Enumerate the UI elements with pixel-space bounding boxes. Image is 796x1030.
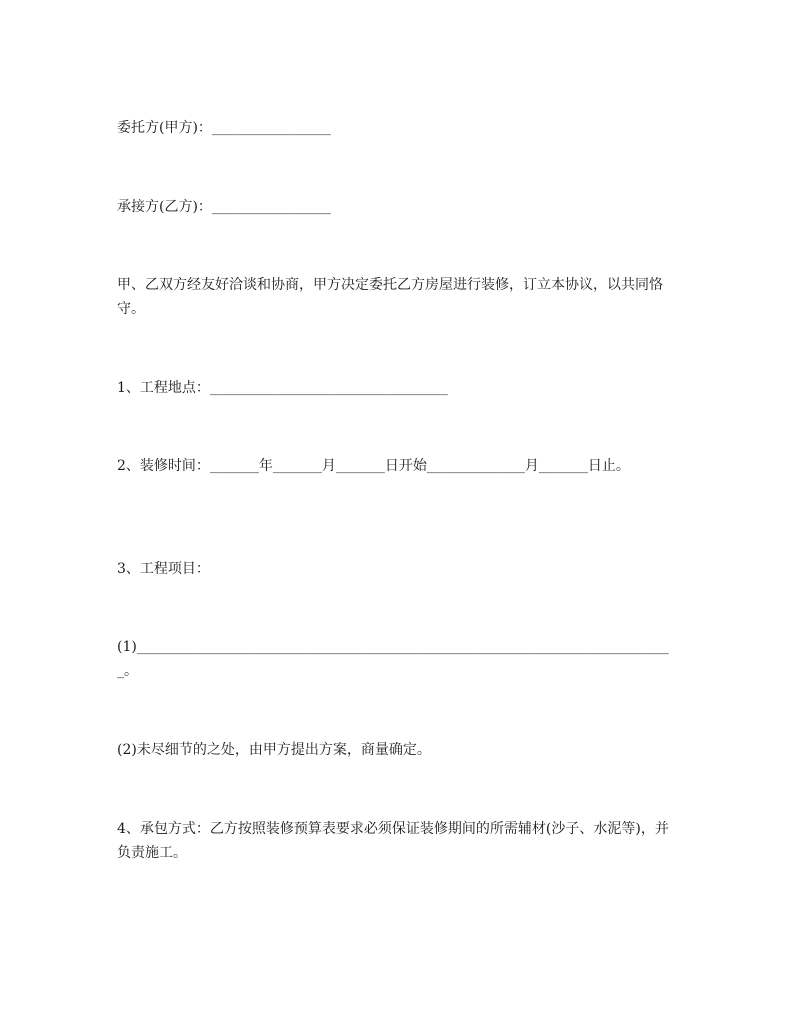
contractor-party-line: 承接方(乙方)：_________________ bbox=[117, 199, 331, 215]
clause-2-time: 2、装修时间：_______年_______月_______日开始______________月_______日止。 bbox=[117, 458, 630, 474]
clause-4-contract-method: 4、承包方式：乙方按照装修预算表要求必须保证装修期间的所需辅材(沙子、水泥等)，并负责施工。 bbox=[117, 821, 669, 861]
clause-3-sub-2: (2)未尽细节的之处，由甲方提出方案，商量确定。 bbox=[117, 742, 431, 758]
client-party-line: 委托方(甲方)：_________________ bbox=[117, 120, 331, 136]
clause-1-location: 1、工程地点：__________________________________ bbox=[117, 380, 448, 396]
clause-3-projects: 3、工程项目： bbox=[117, 561, 210, 577]
clause-3-sub-1: (1)_____________________________________________________________________________。 bbox=[117, 639, 669, 679]
intro-paragraph: 甲、乙双方经友好洽谈和协商，甲方决定委托乙方房屋进行装修，订立本协议，以共同恪守。 bbox=[117, 277, 663, 317]
